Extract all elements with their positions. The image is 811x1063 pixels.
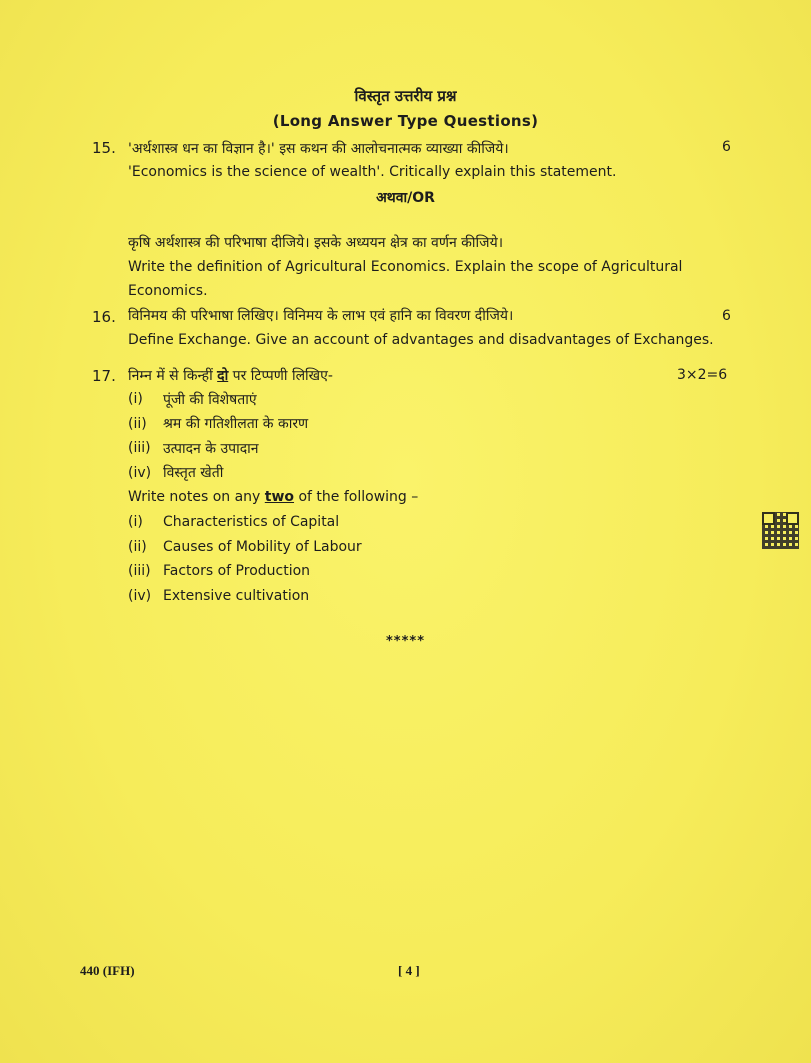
q17-en-item-text: Factors of Production [163,563,311,579]
end-of-paper-mark: ***** [386,634,425,649]
q17-hi-item-label: (iv) [128,465,152,481]
question-15-hindi: 'अर्थशास्त्र धन का विज्ञान है।' इस कथन की आलोचनात्मक व्याख्या कीजिये। [128,141,509,157]
page-number: [ 4 ] [398,963,420,978]
section-title-english: (Long Answer Type Questions) [272,112,539,130]
section-title-hindi: विस्तृत उत्तरीय प्रश्न [354,87,457,105]
q17-en-item-text: Characteristics of Capital [163,514,340,530]
question-17-number: 17. [92,367,116,385]
q17-english-post: of the following – [294,489,419,505]
qr-code-icon [762,512,799,549]
q17-hindi-emphasis: दो [217,368,229,384]
question-15-english: 'Economics is the science of wealth'. Critically explain this statement. [128,164,617,180]
paper-code: 440 (IFH) [80,963,135,978]
q17-en-item-label: (iv) [128,588,152,604]
q17-english-pre: Write notes on any [128,489,265,505]
question-17-marks: 3×2=6 [677,367,728,383]
q17-hi-item-label: (i) [128,391,143,407]
q17-hindi-post: पर टिप्पणी लिखिए- [228,368,333,384]
question-16-english: Define Exchange. Give an account of advantages and disadvantages of Exchanges. [128,332,714,348]
question-17-english [128,489,418,505]
q17-hi-item-label: (ii) [128,416,147,432]
question-15-alt-english-line2: Economics. [128,283,208,299]
q17-en-item-text: Extensive cultivation [163,588,310,604]
q17-hi-item-text: उत्पादन के उपादान [163,441,259,457]
question-17-hindi [128,366,333,385]
question-15-alt-english-line1: Write the definition of Agricultural Economics. Explain the scope of Agricultural [128,259,683,275]
q17-hi-item-text: पूंजी की विशेषताएं [163,392,257,408]
question-15-marks: 6 [722,139,731,155]
question-15-alt-hindi: कृषि अर्थशास्त्र की परिभाषा दीजिये। इसके अध्ययन क्षेत्र का वर्णन कीजिये। [128,235,503,251]
q17-english-emphasis: two [264,489,295,505]
q17-en-item-label: (i) [128,514,143,530]
q17-en-item-text: Causes of Mobility of Labour [163,539,362,555]
q17-hindi-pre: निम्न में से किन्हीं [128,368,218,384]
q17-en-item-label: (iii) [128,563,151,579]
q17-hi-item-text: विस्तृत खेती [163,465,224,481]
q17-en-item-label: (ii) [128,539,147,555]
question-16-marks: 6 [722,308,731,324]
question-15-number: 15. [92,139,116,157]
q17-hi-item-label: (iii) [128,440,151,456]
question-16-number: 16. [92,308,116,326]
or-label: अथवा/OR [376,190,435,206]
question-16-hindi: विनिमय की परिभाषा लिखिए। विनिमय के लाभ एवं हानि का विवरण दीजिये। [128,308,514,324]
q17-hi-item-text: श्रम की गतिशीलता के कारण [163,416,309,432]
